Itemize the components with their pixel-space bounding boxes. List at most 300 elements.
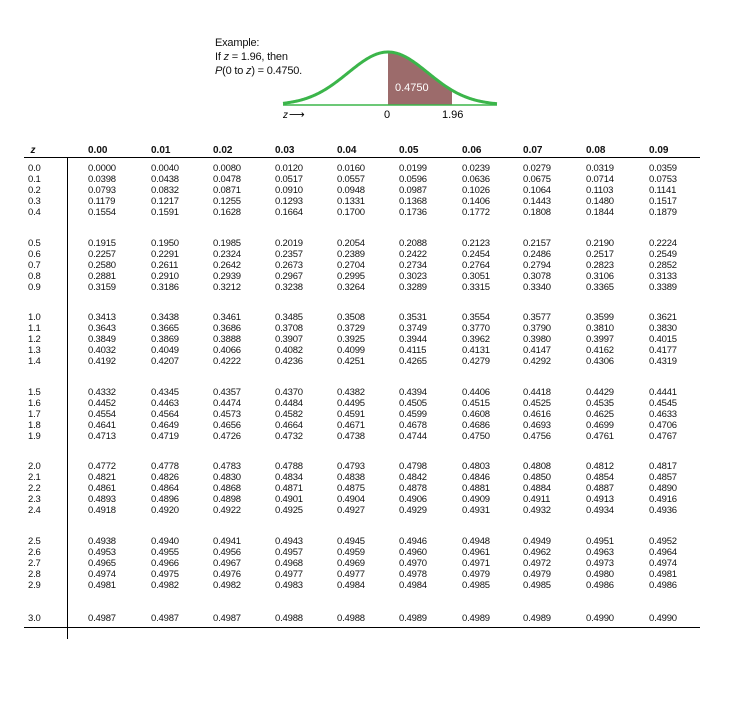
column-header: 0.06 [462,145,482,156]
table-row [24,461,700,472]
table-cell: 0.4881 [462,483,490,495]
table-cell: 0.2190 [586,237,614,249]
table-cell: 0.4808 [523,461,551,472]
table-cell: 0.4761 [586,430,614,442]
table-cell: 0.0120 [275,163,303,174]
table-cell: 0.3980 [523,334,551,346]
table-cell: 0.0871 [213,185,241,197]
footer-rule [24,627,700,628]
table-cell: 0.1879 [649,207,677,219]
z-value: 2.7 [28,557,41,569]
table-cell: 0.4931 [462,505,490,517]
table-cell: 0.3078 [523,270,551,282]
table-cell: 0.4927 [337,505,365,517]
table-cell: 0.2054 [337,237,365,249]
table-cell: 0.4893 [88,494,116,506]
table-cell: 0.2794 [523,259,551,271]
table-cell: 0.4099 [337,345,365,357]
column-header: 0.07 [523,145,543,156]
example-text: ) = 0.4750. [251,65,303,77]
z-value: 2.6 [28,546,41,558]
table-cell: 0.4918 [88,505,116,517]
table-cell: 0.4608 [462,408,490,420]
table-cell: 0.4977 [275,568,303,580]
table-cell: 0.4898 [213,494,241,506]
shaded-area [388,52,452,105]
table-cell: 0.4955 [151,546,179,558]
table-cell: 0.4699 [586,419,614,431]
z-value: 1.6 [28,397,41,409]
table-cell: 0.4834 [275,472,303,484]
table-cell: 0.4920 [151,505,179,517]
table-cell: 0.3925 [337,334,365,346]
table-cell: 0.4664 [275,419,303,431]
table-cell: 0.4066 [213,345,241,357]
table-cell: 0.4599 [399,408,427,420]
table-cell: 0.3315 [462,281,490,293]
table-cell: 0.0239 [462,163,490,174]
axis-value-label: 1.96 [442,109,464,121]
table-cell: 0.2910 [151,270,179,282]
table-cell: 0.4162 [586,345,614,357]
table-cell: 0.3508 [337,312,365,323]
table-cell: 0.2852 [649,259,677,271]
table-cell: 0.3830 [649,323,677,335]
column-header: 0.08 [586,145,606,156]
table-cell: 0.4756 [523,430,551,442]
table-cell: 0.4222 [213,356,241,368]
table-cell: 0.3554 [462,312,490,323]
table-cell: 0.3749 [399,323,427,335]
table-cell: 0.4909 [462,494,490,506]
table-cell: 0.4525 [523,397,551,409]
table-cell: 0.4988 [275,613,303,624]
table-cell: 0.3413 [88,312,116,323]
table-cell: 0.4830 [213,472,241,484]
table-cell: 0.4115 [399,345,427,357]
table-cell: 0.4738 [337,430,365,442]
table-cell: 0.3438 [151,312,179,323]
z-header: z [30,145,36,156]
table-cell: 0.4554 [88,408,116,420]
table-cell: 0.4032 [88,345,116,357]
table-cell: 0.0636 [462,174,490,186]
table-cell: 0.4911 [523,494,551,506]
z-value: 1.0 [28,312,41,323]
table-cell: 0.2881 [88,270,116,282]
table-cell: 0.1103 [586,185,614,197]
example-text: If [215,51,224,63]
table-cell: 0.3051 [462,270,490,282]
table-cell: 0.4984 [337,579,365,591]
table-row [24,356,700,367]
table-cell: 0.0199 [399,163,427,174]
table-cell: 0.0359 [649,163,677,174]
table-cell: 0.2549 [649,248,677,260]
table-cell: 0.4788 [275,461,303,472]
table-cell: 0.4726 [213,430,241,442]
table-cell: 0.0000 [88,163,116,174]
table-cell: 0.1368 [399,196,427,208]
table-cell: 0.4251 [337,356,365,368]
table-cell: 0.4887 [586,483,614,495]
table-row [24,196,700,207]
z-value: 0.6 [28,248,41,260]
table-cell: 0.4332 [88,386,116,398]
table-cell: 0.1985 [213,237,241,249]
table-cell: 0.4982 [151,579,179,591]
table-cell: 0.1736 [399,207,427,219]
table-cell: 0.4744 [399,430,427,442]
table-cell: 0.2389 [337,248,365,260]
table-cell: 0.4564 [151,408,179,420]
table-cell: 0.4495 [337,397,365,409]
table-cell: 0.2642 [213,259,241,271]
table-row [24,409,700,420]
table-cell: 0.1772 [462,207,490,219]
table-row [24,483,700,494]
column-header: 0.02 [213,145,233,156]
column-header: 0.01 [151,145,171,156]
table-cell: 0.4943 [275,535,303,547]
table-cell: 0.4319 [649,356,677,368]
column-header: 0.03 [275,145,295,156]
table-cell: 0.4964 [649,546,677,558]
table-cell: 0.4985 [462,579,490,591]
table-cell: 0.4961 [462,546,490,558]
table-cell: 0.0040 [151,163,179,174]
table-cell: 0.1591 [151,207,179,219]
table-cell: 0.0160 [337,163,365,174]
table-row [24,174,700,185]
table-cell: 0.0279 [523,163,551,174]
table-cell: 0.4868 [213,483,241,495]
table-cell: 0.4015 [649,334,677,346]
z-value: 1.4 [28,356,41,368]
z-value: 0.5 [28,237,41,249]
table-cell: 0.4990 [649,613,677,624]
table-cell: 0.4949 [523,535,551,547]
table-cell: 0.4686 [462,419,490,431]
table-cell: 0.4345 [151,386,179,398]
example-var: z [223,51,229,63]
table-cell: 0.4986 [586,579,614,591]
table-cell: 0.0832 [151,185,179,197]
table-cell: 0.2291 [151,248,179,260]
table-row [24,420,700,431]
table-cell: 0.4131 [462,345,490,357]
table-cell: 0.4463 [151,397,179,409]
table-cell: 0.4875 [337,483,365,495]
table-cell: 0.3869 [151,334,179,346]
table-cell: 0.0910 [275,185,303,197]
table-cell: 0.1664 [275,207,303,219]
example-title: Example: [215,37,260,49]
table-cell: 0.2123 [462,237,490,249]
table-cell: 0.4974 [88,568,116,580]
table-cell: 0.1554 [88,207,116,219]
table-cell: 0.4925 [275,505,303,517]
example-var: z [246,65,252,77]
table-cell: 0.2422 [399,248,427,260]
axis-arrow: ⟶ [289,108,305,121]
table-cell: 0.4979 [523,568,551,580]
z-value: 1.9 [28,430,41,442]
table-cell: 0.4474 [213,397,241,409]
table-cell: 0.0398 [88,174,116,186]
table-cell: 0.4783 [213,461,241,472]
table-cell: 0.4864 [151,483,179,495]
table-cell: 0.4441 [649,386,677,398]
table-cell: 0.4484 [275,397,303,409]
table-cell: 0.4713 [88,430,116,442]
table-cell: 0.1064 [523,185,551,197]
table-cell: 0.4812 [586,461,614,472]
table-cell: 0.0793 [88,185,116,197]
table-cell: 0.4946 [399,535,427,547]
axis-z-label: z [283,110,288,121]
table-cell: 0.4987 [213,613,241,624]
table-row [24,185,700,196]
table-cell: 0.4973 [586,557,614,569]
table-cell: 0.3264 [337,281,365,293]
table-cell: 0.3962 [462,334,490,346]
table-cell: 0.4983 [275,579,303,591]
table-cell: 0.4706 [649,419,677,431]
table-cell: 0.3770 [462,323,490,335]
table-cell: 0.4967 [213,557,241,569]
table-row [24,163,700,174]
table-row [24,505,700,516]
table-cell: 0.4279 [462,356,490,368]
table-cell: 0.4535 [586,397,614,409]
z-value: 0.2 [28,185,41,197]
table-cell: 0.3708 [275,323,303,335]
table-cell: 0.4975 [151,568,179,580]
table-cell: 0.4941 [213,535,241,547]
table-cell: 0.1480 [586,196,614,208]
table-cell: 0.0438 [151,174,179,186]
table-cell: 0.4505 [399,397,427,409]
table-cell: 0.0080 [213,163,241,174]
table-cell: 0.4953 [88,546,116,558]
table-cell: 0.4656 [213,419,241,431]
z-value: 1.7 [28,408,41,420]
table-cell: 0.4982 [213,579,241,591]
table-cell: 0.1026 [462,185,490,197]
table-cell: 0.1179 [88,196,116,208]
table-cell: 0.2257 [88,248,116,260]
header-rule [24,157,700,158]
table-cell: 0.2454 [462,248,490,260]
table-cell: 0.4370 [275,386,303,398]
table-cell: 0.4573 [213,408,241,420]
table-cell: 0.3944 [399,334,427,346]
table-row [24,431,700,442]
table-cell: 0.4940 [151,535,179,547]
table-cell: 0.4515 [462,397,490,409]
table-cell: 0.4147 [523,345,551,357]
table-cell: 0.4977 [337,568,365,580]
z-value: 0.7 [28,259,41,271]
table-cell: 0.2324 [213,248,241,260]
z-value: 0.8 [28,270,41,282]
z-value: 2.2 [28,483,41,495]
table-cell: 0.2764 [462,259,490,271]
table-cell: 0.4952 [649,535,677,547]
z-value: 3.0 [28,613,41,624]
table-cell: 0.0557 [337,174,365,186]
table-cell: 0.4842 [399,472,427,484]
table-cell: 0.4382 [337,386,365,398]
table-cell: 0.4970 [399,557,427,569]
table-cell: 0.4965 [88,557,116,569]
z-value: 0.0 [28,163,41,174]
table-cell: 0.3159 [88,281,116,293]
table-cell: 0.4974 [649,557,677,569]
z-value: 2.8 [28,568,41,580]
table-cell: 0.4956 [213,546,241,558]
table-row [24,387,700,398]
table-cell: 0.4938 [88,535,116,547]
table-cell: 0.4625 [586,408,614,420]
table-cell: 0.4988 [337,613,365,624]
table-cell: 0.4854 [586,472,614,484]
table-cell: 0.2823 [586,259,614,271]
table-cell: 0.2611 [151,259,179,271]
table-row [24,207,700,218]
table-cell: 0.4990 [586,613,614,624]
axis-zero-label: 0 [384,109,391,121]
table-cell: 0.1255 [213,196,241,208]
table-row [24,558,700,569]
table-cell: 0.4082 [275,345,303,357]
table-cell: 0.3365 [586,281,614,293]
table-cell: 0.4049 [151,345,179,357]
table-cell: 0.4616 [523,408,551,420]
table-cell: 0.4922 [213,505,241,517]
z-value: 1.2 [28,334,41,346]
table-cell: 0.4963 [586,546,614,558]
table-cell: 0.3186 [151,281,179,293]
table-cell: 0.3790 [523,323,551,335]
table-cell: 0.4932 [523,505,551,517]
table-row [24,472,700,483]
normal-curve-figure [0,0,744,130]
table-cell: 0.4981 [88,579,116,591]
table-cell: 0.4972 [523,557,551,569]
table-cell: 0.4986 [649,579,677,591]
table-cell: 0.0319 [586,163,614,174]
table-cell: 0.4545 [649,397,677,409]
table-cell: 0.3485 [275,312,303,323]
table-row [24,547,700,558]
table-cell: 0.4929 [399,505,427,517]
table-cell: 0.4959 [337,546,365,558]
table-cell: 0.3023 [399,270,427,282]
table-cell: 0.2673 [275,259,303,271]
z-value: 0.3 [28,196,41,208]
table-row [24,536,700,547]
z-value: 2.1 [28,472,41,484]
table-cell: 0.2088 [399,237,427,249]
table-cell: 0.4633 [649,408,677,420]
column-header: 0.00 [88,145,108,156]
z-value: 0.9 [28,281,41,293]
table-cell: 0.4861 [88,483,116,495]
table-cell: 0.4913 [586,494,614,506]
table-cell: 0.4803 [462,461,490,472]
table-cell: 0.1217 [151,196,179,208]
table-cell: 0.4732 [275,430,303,442]
table-cell: 0.3665 [151,323,179,335]
table-cell: 0.3643 [88,323,116,335]
z-value: 2.5 [28,535,41,547]
table-cell: 0.4850 [523,472,551,484]
table-cell: 0.1293 [275,196,303,208]
table-cell: 0.4750 [462,430,490,442]
z-value: 1.1 [28,323,41,335]
table-cell: 0.4826 [151,472,179,484]
table-cell: 0.3531 [399,312,427,323]
table-cell: 0.4901 [275,494,303,506]
table-cell: 0.4641 [88,419,116,431]
table-cell: 0.4985 [523,579,551,591]
table-cell: 0.3106 [586,270,614,282]
table-cell: 0.4962 [523,546,551,558]
table-cell: 0.4989 [523,613,551,624]
table-cell: 0.4265 [399,356,427,368]
table-cell: 0.1950 [151,237,179,249]
table-row [24,345,700,356]
z-value: 1.8 [28,419,41,431]
table-cell: 0.3389 [649,281,677,293]
table-cell: 0.4838 [337,472,365,484]
table-row [24,282,700,293]
z-value: 0.4 [28,207,41,219]
table-cell: 0.1517 [649,196,677,208]
table-row [24,249,700,260]
table-cell: 0.4979 [462,568,490,580]
table-cell: 0.4890 [649,483,677,495]
table-cell: 0.4649 [151,419,179,431]
table-cell: 0.2580 [88,259,116,271]
table-cell: 0.4678 [399,419,427,431]
z-value: 2.0 [28,461,41,472]
table-cell: 0.4207 [151,356,179,368]
table-cell: 0.4960 [399,546,427,558]
table-cell: 0.4452 [88,397,116,409]
table-cell: 0.1406 [462,196,490,208]
table-cell: 0.2704 [337,259,365,271]
table-cell: 0.1331 [337,196,365,208]
table-cell: 0.1700 [337,207,365,219]
table-cell: 0.4971 [462,557,490,569]
table-cell: 0.4916 [649,494,677,506]
table-cell: 0.4984 [399,579,427,591]
table-cell: 0.1915 [88,237,116,249]
table-cell: 0.4719 [151,430,179,442]
table-cell: 0.4582 [275,408,303,420]
table-cell: 0.3212 [213,281,241,293]
table-cell: 0.4871 [275,483,303,495]
table-cell: 0.4989 [399,613,427,624]
table-cell: 0.4671 [337,419,365,431]
table-cell: 0.4951 [586,535,614,547]
table-cell: 0.4878 [399,483,427,495]
table-cell: 0.4980 [586,568,614,580]
example-text: (0 to [222,65,247,77]
